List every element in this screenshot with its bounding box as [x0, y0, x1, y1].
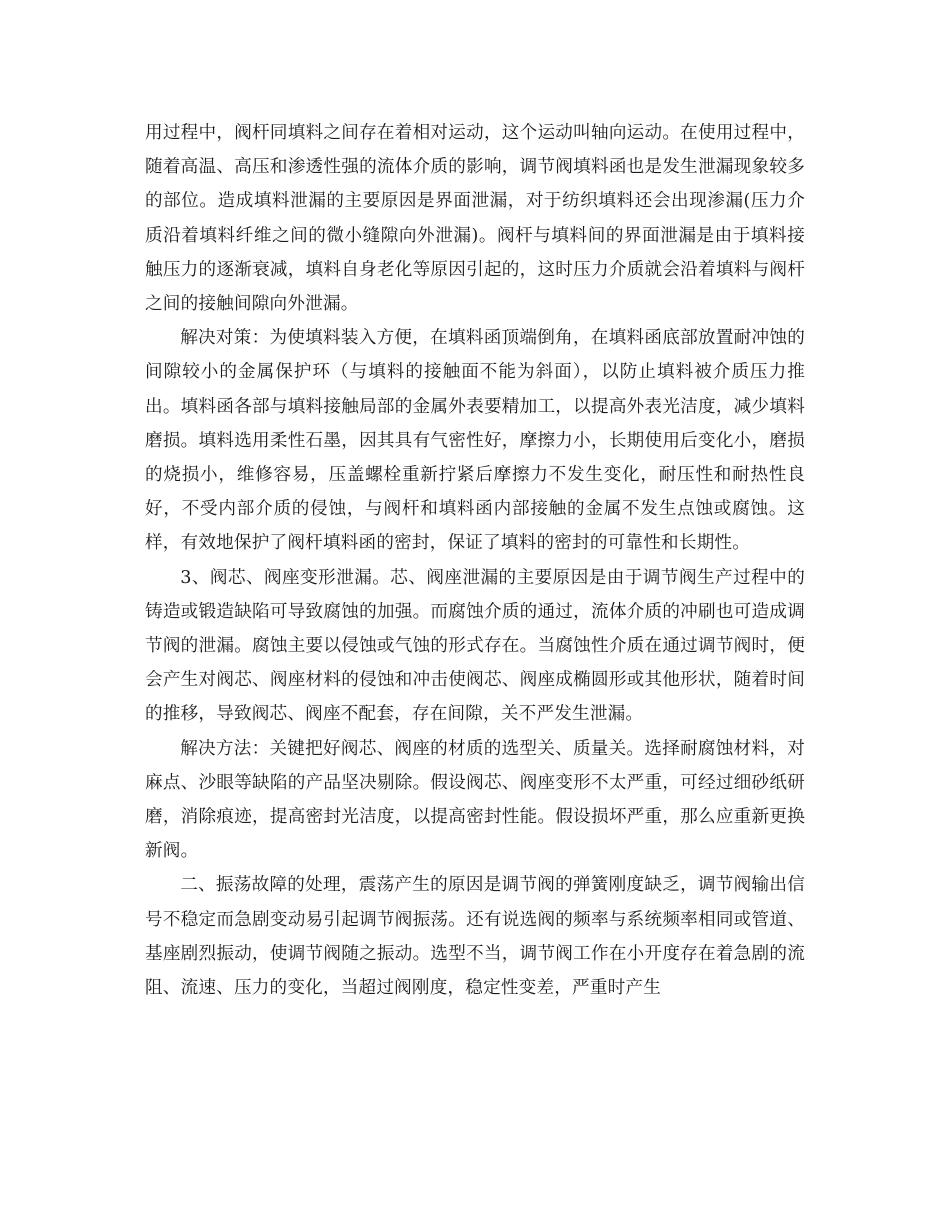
paragraph-packing-solution: 解决对策：为使填料装入方便，在填料函顶端倒角，在填料函底部放置耐冲蚀的间隙较小的金属保护环（与填料的接触面不能为斜面），以防止填料被介质压力推出。填料函各部与填料接触局部的金属外表要精加工，以提高外表光洁度，减少填料磨损。填料选用柔性石墨，因其具有气密性好，摩擦力小，长期使用后变化小，磨损的烧损小，维修容易，压盖螺栓重新拧紧后摩擦力不发生变化，耐压性和耐热性良好，不受内部介质的侵蚀，与阀杆和填料函内部接触的金属不发生点蚀或腐蚀。这样，有效地保护了阀杆填料函的密封，保证了填料的密封的可靠性和长期性。 [145, 328, 805, 554]
paragraph-seat-solution: 解决方法：关键把好阀芯、阀座的材质的选型关、质量关。选择耐腐蚀材料，对麻点、沙眼等缺陷的产品坚决剔除。假设阀芯、阀座变形不太严重，可经过细砂纸研磨，消除痕迹，提高密封光洁度，以提高密封性能。假设损坏严重，那么应重新更换新阀。 [145, 738, 805, 862]
paragraph-oscillation-fault: 二、振荡故障的处理，震荡产生的原因是调节阀的弹簧刚度缺乏，调节阀输出信号不稳定而急剧变动易引起调节阀振荡。还有说选阀的频率与系统频率相同或管道、基座剧烈振动，使调节阀随之振动。选型不当，调节阀工作在小开度存在着急剧的流阻、流速、压力的变化，当超过阀刚度，稳定性变差，严重时产生 [145, 875, 805, 999]
paragraph-seat-deformation-leak: 3、阀芯、阀座变形泄漏。芯、阀座泄漏的主要原因是由于调节阀生产过程中的铸造或锻造缺陷可导致腐蚀的加强。而腐蚀介质的通过，流体介质的冲刷也可造成调节阀的泄漏。腐蚀主要以侵蚀或气蚀的形式存在。当腐蚀性介质在通过调节阀时，便会产生对阀芯、阀座材料的侵蚀和冲击使阀芯、阀座成椭圆形或其他形状，随着时间的推移，导致阀芯、阀座不配套，存在间隙，关不严发生泄漏。 [145, 567, 805, 725]
paragraph-packing-leak-continued: 用过程中，阀杆同填料之间存在着相对运动，这个运动叫轴向运动。在使用过程中，随着高温、高压和渗透性强的流体介质的影响，调节阀填料函也是发生泄漏现象较多的部位。造成填料泄漏的主要原因是界面泄漏，对于纺织填料还会出现渗漏(压力介质沿着填料纤维之间的微小缝隙向外泄漏)。阀杆与填料间的界面泄漏是由于填料接触压力的逐渐衰减，填料自身老化等原因引起的，这时压力介质就会沿着填料与阀杆之间的接触间隙向外泄漏。 [145, 123, 805, 315]
document-body [145, 116, 805, 1005]
